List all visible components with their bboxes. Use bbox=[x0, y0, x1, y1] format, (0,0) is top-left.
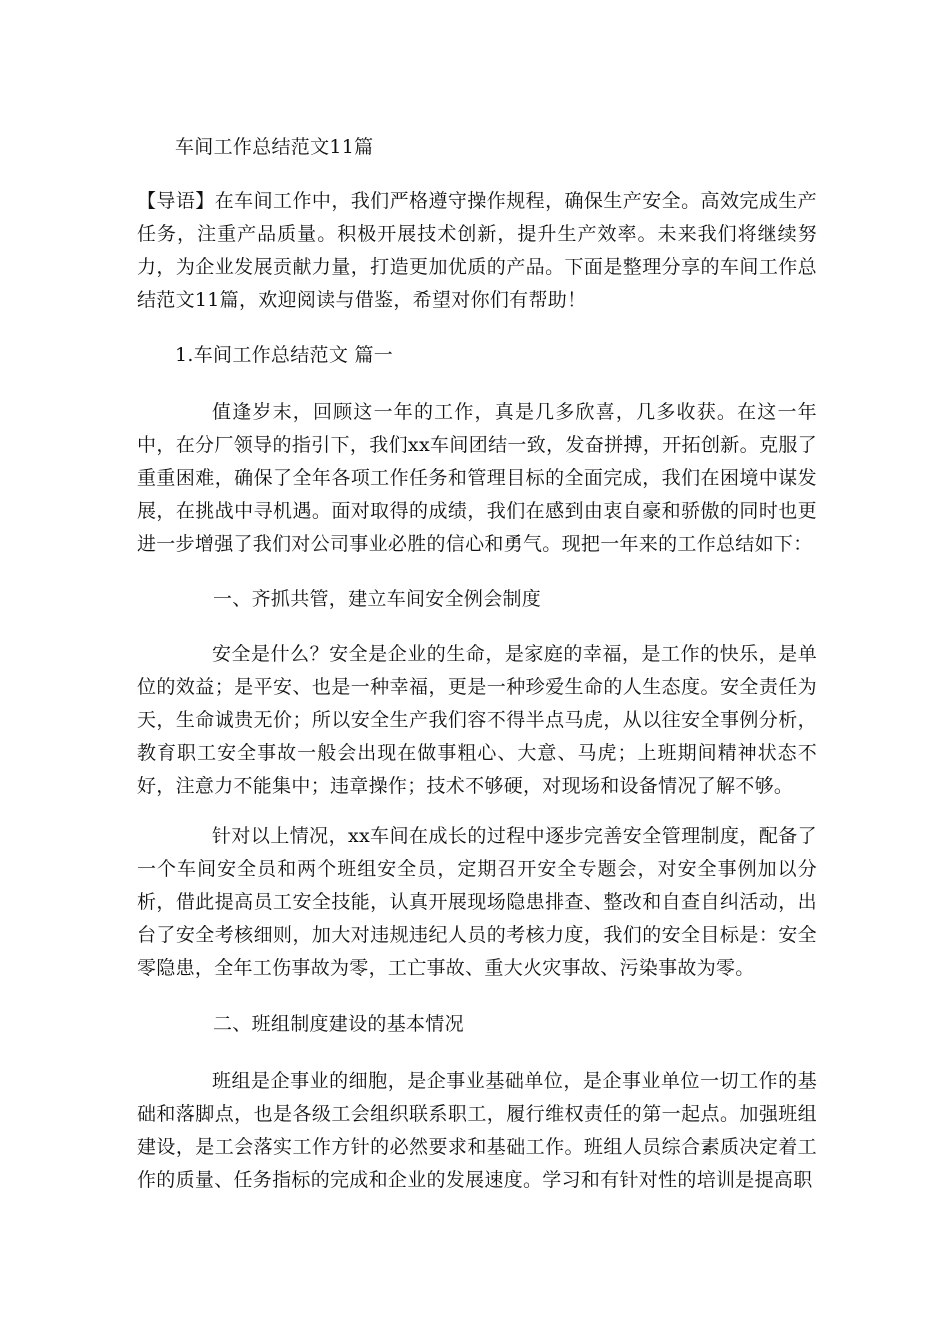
document-title: 车间工作总结范文11篇 bbox=[175, 136, 374, 158]
heading-safety-meeting: 一、齐抓共管，建立车间安全例会制度 bbox=[213, 588, 542, 610]
intro-paragraph: 【导语】在车间工作中，我们严格遵守操作规程，确保生产安全。高效完成生产任务，注重产品质量。积极开展技术创新，提升生产效率。未来我们将继续努力，为企业发展贡献力量，打造更加优质的产品。下面是整理分享的车间工作总结范文11篇，欢迎阅读与借鉴，希望对你们有帮助！ bbox=[137, 190, 817, 311]
paragraph-3: 针对以上情况，xx车间在成长的过程中逐步完善安全管理制度，配备了一个车间安全员和两个班组安全员，定期召开安全专题会，对安全事例加以分析，借此提高员工安全技能，认真开展现场隐患排查、整改和自查自纠活动，出台了安全考核细则，加大对违规违纪人员的考核力度，我们的安全目标是：安全零隐患，全年工伤事故为零，工亡事故、重大火灾事故、污染事故为零。 bbox=[137, 825, 817, 979]
paragraph-2: 安全是什么？安全是企业的生命，是家庭的幸福，是工作的快乐，是单位的效益；是平安、也是一种幸福，更是一种珍爱生命的人生态度。安全责任为天，生命诚贵无价；所以安全生产我们容不得半点马虎，从以往安全事例分析，教育职工安全事故一般会出现在做事粗心、大意、马虎；上班期间精神状态不好，注意力不能集中；违章操作；技术不够硬，对现场和设备情况了解不够。 bbox=[137, 643, 817, 797]
paragraph-1: 值逢岁末，回顾这一年的工作，真是几多欣喜，几多收获。在这一年中，在分厂领导的指引下，我们xx车间团结一致，发奋拼搏，开拓创新。克服了重重困难，确保了全年各项工作任务和管理目标的全面完成，我们在困境中谋发展，在挑战中寻机遇。面对取得的成绩，我们在感到由衷自豪和骄傲的同时也更进一步增强了我们对公司事业必胜的信心和勇气。现把一年来的工作总结如下： bbox=[137, 401, 817, 555]
heading-team-system: 二、班组制度建设的基本情况 bbox=[213, 1013, 464, 1035]
paragraph-4: 班组是企事业的细胞，是企事业基础单位，是企事业单位一切工作的基础和落脚点，也是各级工会组织联系职工，履行维权责任的第一起点。加强班组建设，是工会落实工作方针的必然要求和基础工作。班组人员综合素质决定着工作的质量、任务指标的完成和企业的发展速度。学习和有针对性的培训是提高职 bbox=[137, 1070, 817, 1191]
section-title: 1.车间工作总结范文 篇一 bbox=[175, 344, 394, 366]
